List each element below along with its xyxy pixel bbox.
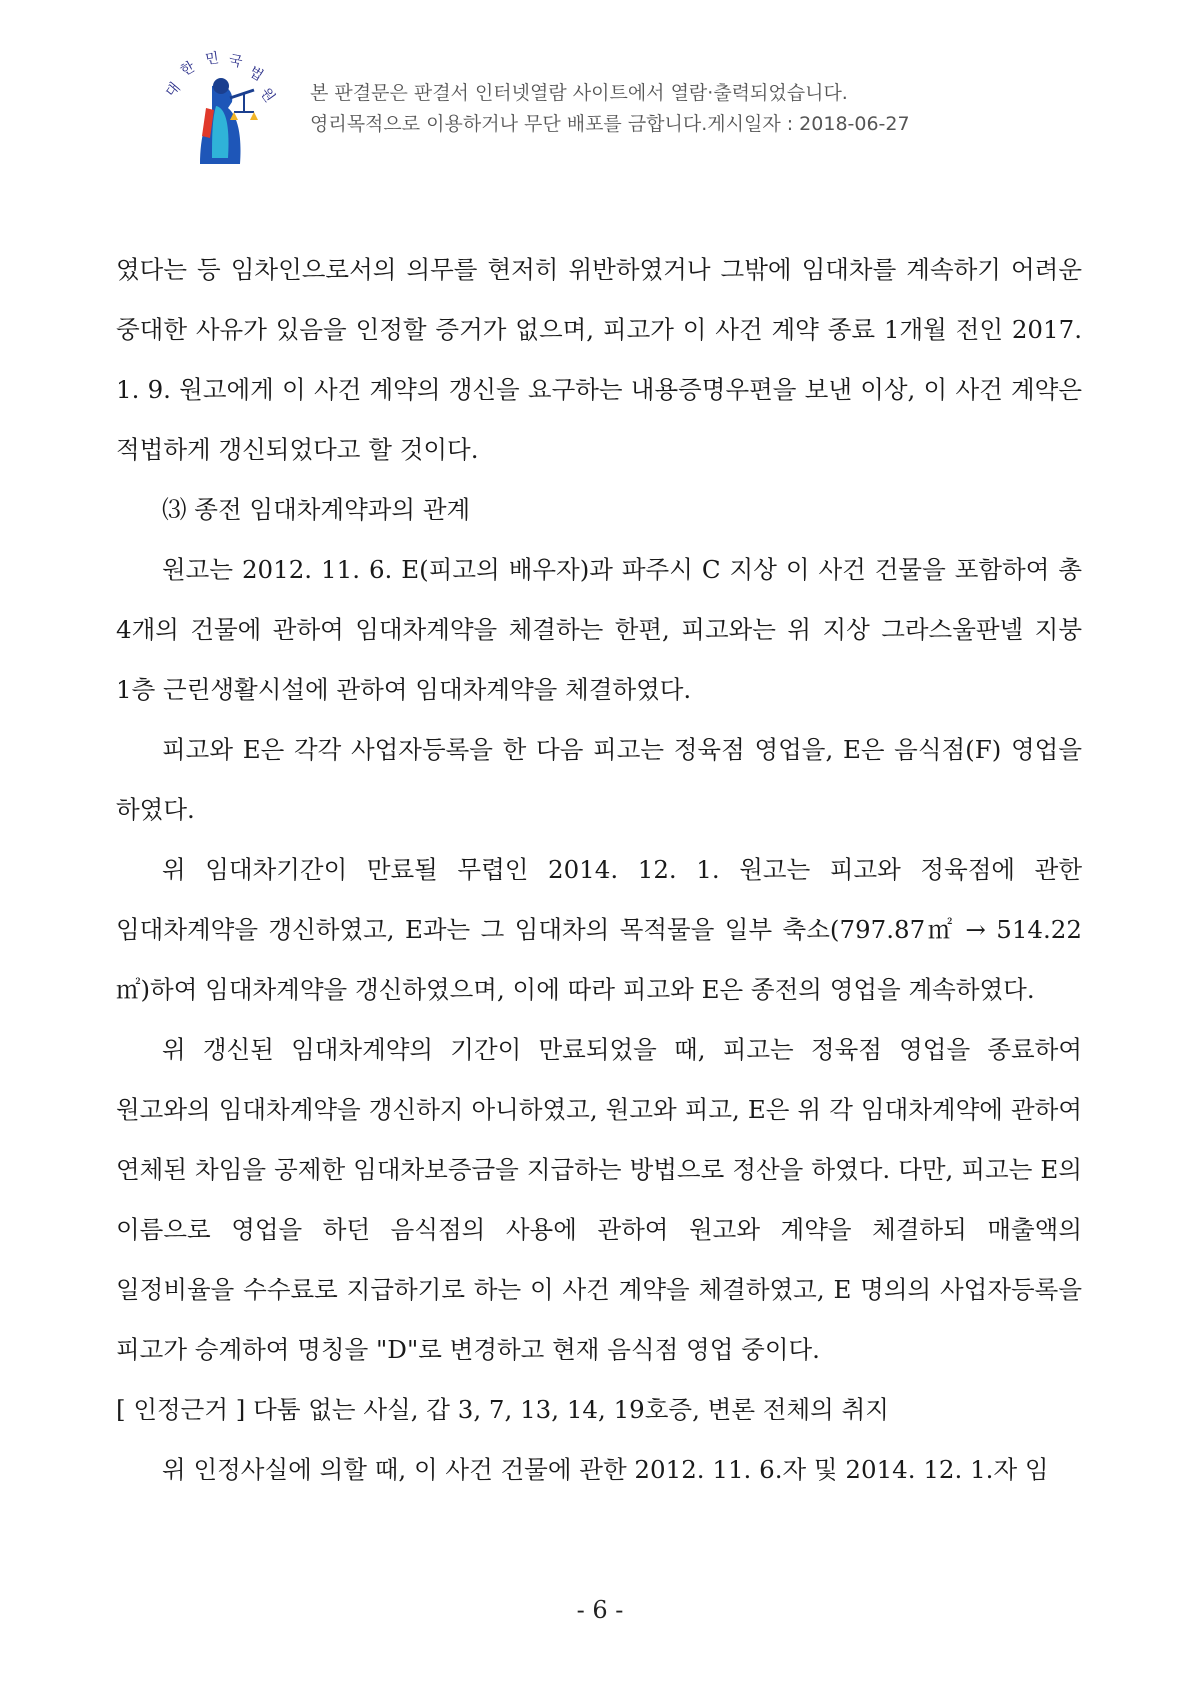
court-seal-logo [154,46,284,176]
notice-line-1: 본 판결문은 판결서 인터넷열람 사이트에서 열람·출력되었습니다. [310,82,848,104]
section-heading-previous-lease: ⑶ 종전 임대차계약과의 관계 [162,495,471,524]
publication-notice [310,78,910,140]
paragraph-lease-renewal-2014: 위 임대차기간이 만료될 무렵인 2014. 12. 1. 원고는 피고와 정육점에 관한 임대차계약을 갱신하였고, E과는 그 임대차의 목적물을 일부 축소(797.87㎡ → 514.22㎡)하여 임대차계약을 갱신하였으며, 이에 따라 피고와 E은 종전의 영업을 계속하였다. [116,855,1082,1004]
court-seal-icon [154,46,284,176]
svg-text:대: 대 [162,79,184,101]
paragraph-lease-2012: 원고는 2012. 11. 6. E(피고의 배우자)과 파주시 C 지상 이 사건 건물을 포함하여 총 4개의 건물에 관하여 임대차계약을 체결하는 한편, 피고와는 위 지상 그라스울판넬 지붕 1층 근린생활시설에 관하여 임대차계약을 체결하였다. [116,555,1082,704]
paragraph-continued: 였다는 등 임차인으로서의 의무를 현저히 위반하였거나 그밖에 임대차를 계속하기 어려운 중대한 사유가 있음을 인정할 증거가 없으며, 피고가 이 사건 계약 종료 1개월 전인 2017. 1. 9. 원고에게 이 사건 계약의 갱신을 요구하는 내용증명우편을 보낸 이상, 이 사건 계약은 적법하게 갱신되었다고 할 것이다. [116,255,1082,464]
page-number: - 6 - [576,1596,624,1624]
document-header [140,38,940,168]
judgment-body [116,240,1082,1500]
svg-text:한: 한 [178,58,198,80]
svg-text:민: 민 [204,50,220,68]
svg-text:국: 국 [227,52,244,71]
svg-text:원: 원 [256,85,278,106]
svg-text:법: 법 [245,63,266,85]
notice-line-2: 영리목적으로 이용하거나 무단 배포를 금합니다.게시일자 : 2018-06-27 [310,113,910,135]
evidence-basis: [ 인정근거 ] 다툼 없는 사실, 갑 3, 7, 13, 14, 19호증, 변론 전체의 취지 [116,1395,889,1424]
paragraph-conclusion-start: 위 인정사실에 의할 때, 이 사건 건물에 관한 2012. 11. 6.자 및 2014. 12. 1.자 임 [162,1455,1049,1484]
paragraph-business-registration: 피고와 E은 각각 사업자등록을 한 다음 피고는 정육점 영업을, E은 음식점(F) 영업을 하였다. [116,735,1082,824]
paragraph-lease-expiry: 위 갱신된 임대차계약의 기간이 만료되었을 때, 피고는 정육점 영업을 종료하여 원고와의 임대차계약을 갱신하지 아니하였고, 원고와 피고, E은 위 각 임대차계약에 관하여 연체된 차임을 공제한 임대차보증금을 지급하는 방법으로 정산을 하였다. 다만, 피고는 E의 이름으로 영업을 하던 음식점의 사용에 관하여 원고와 계약을 체결하되 매출액의 일정비율을 수수료로 지급하기로 하는 이 사건 계약을 체결하였고, E 명의의 사업자등록을 피고가 승계하여 명칭을 "D"로 변경하고 현재 음식점 영업 중이다. [116,1035,1082,1364]
